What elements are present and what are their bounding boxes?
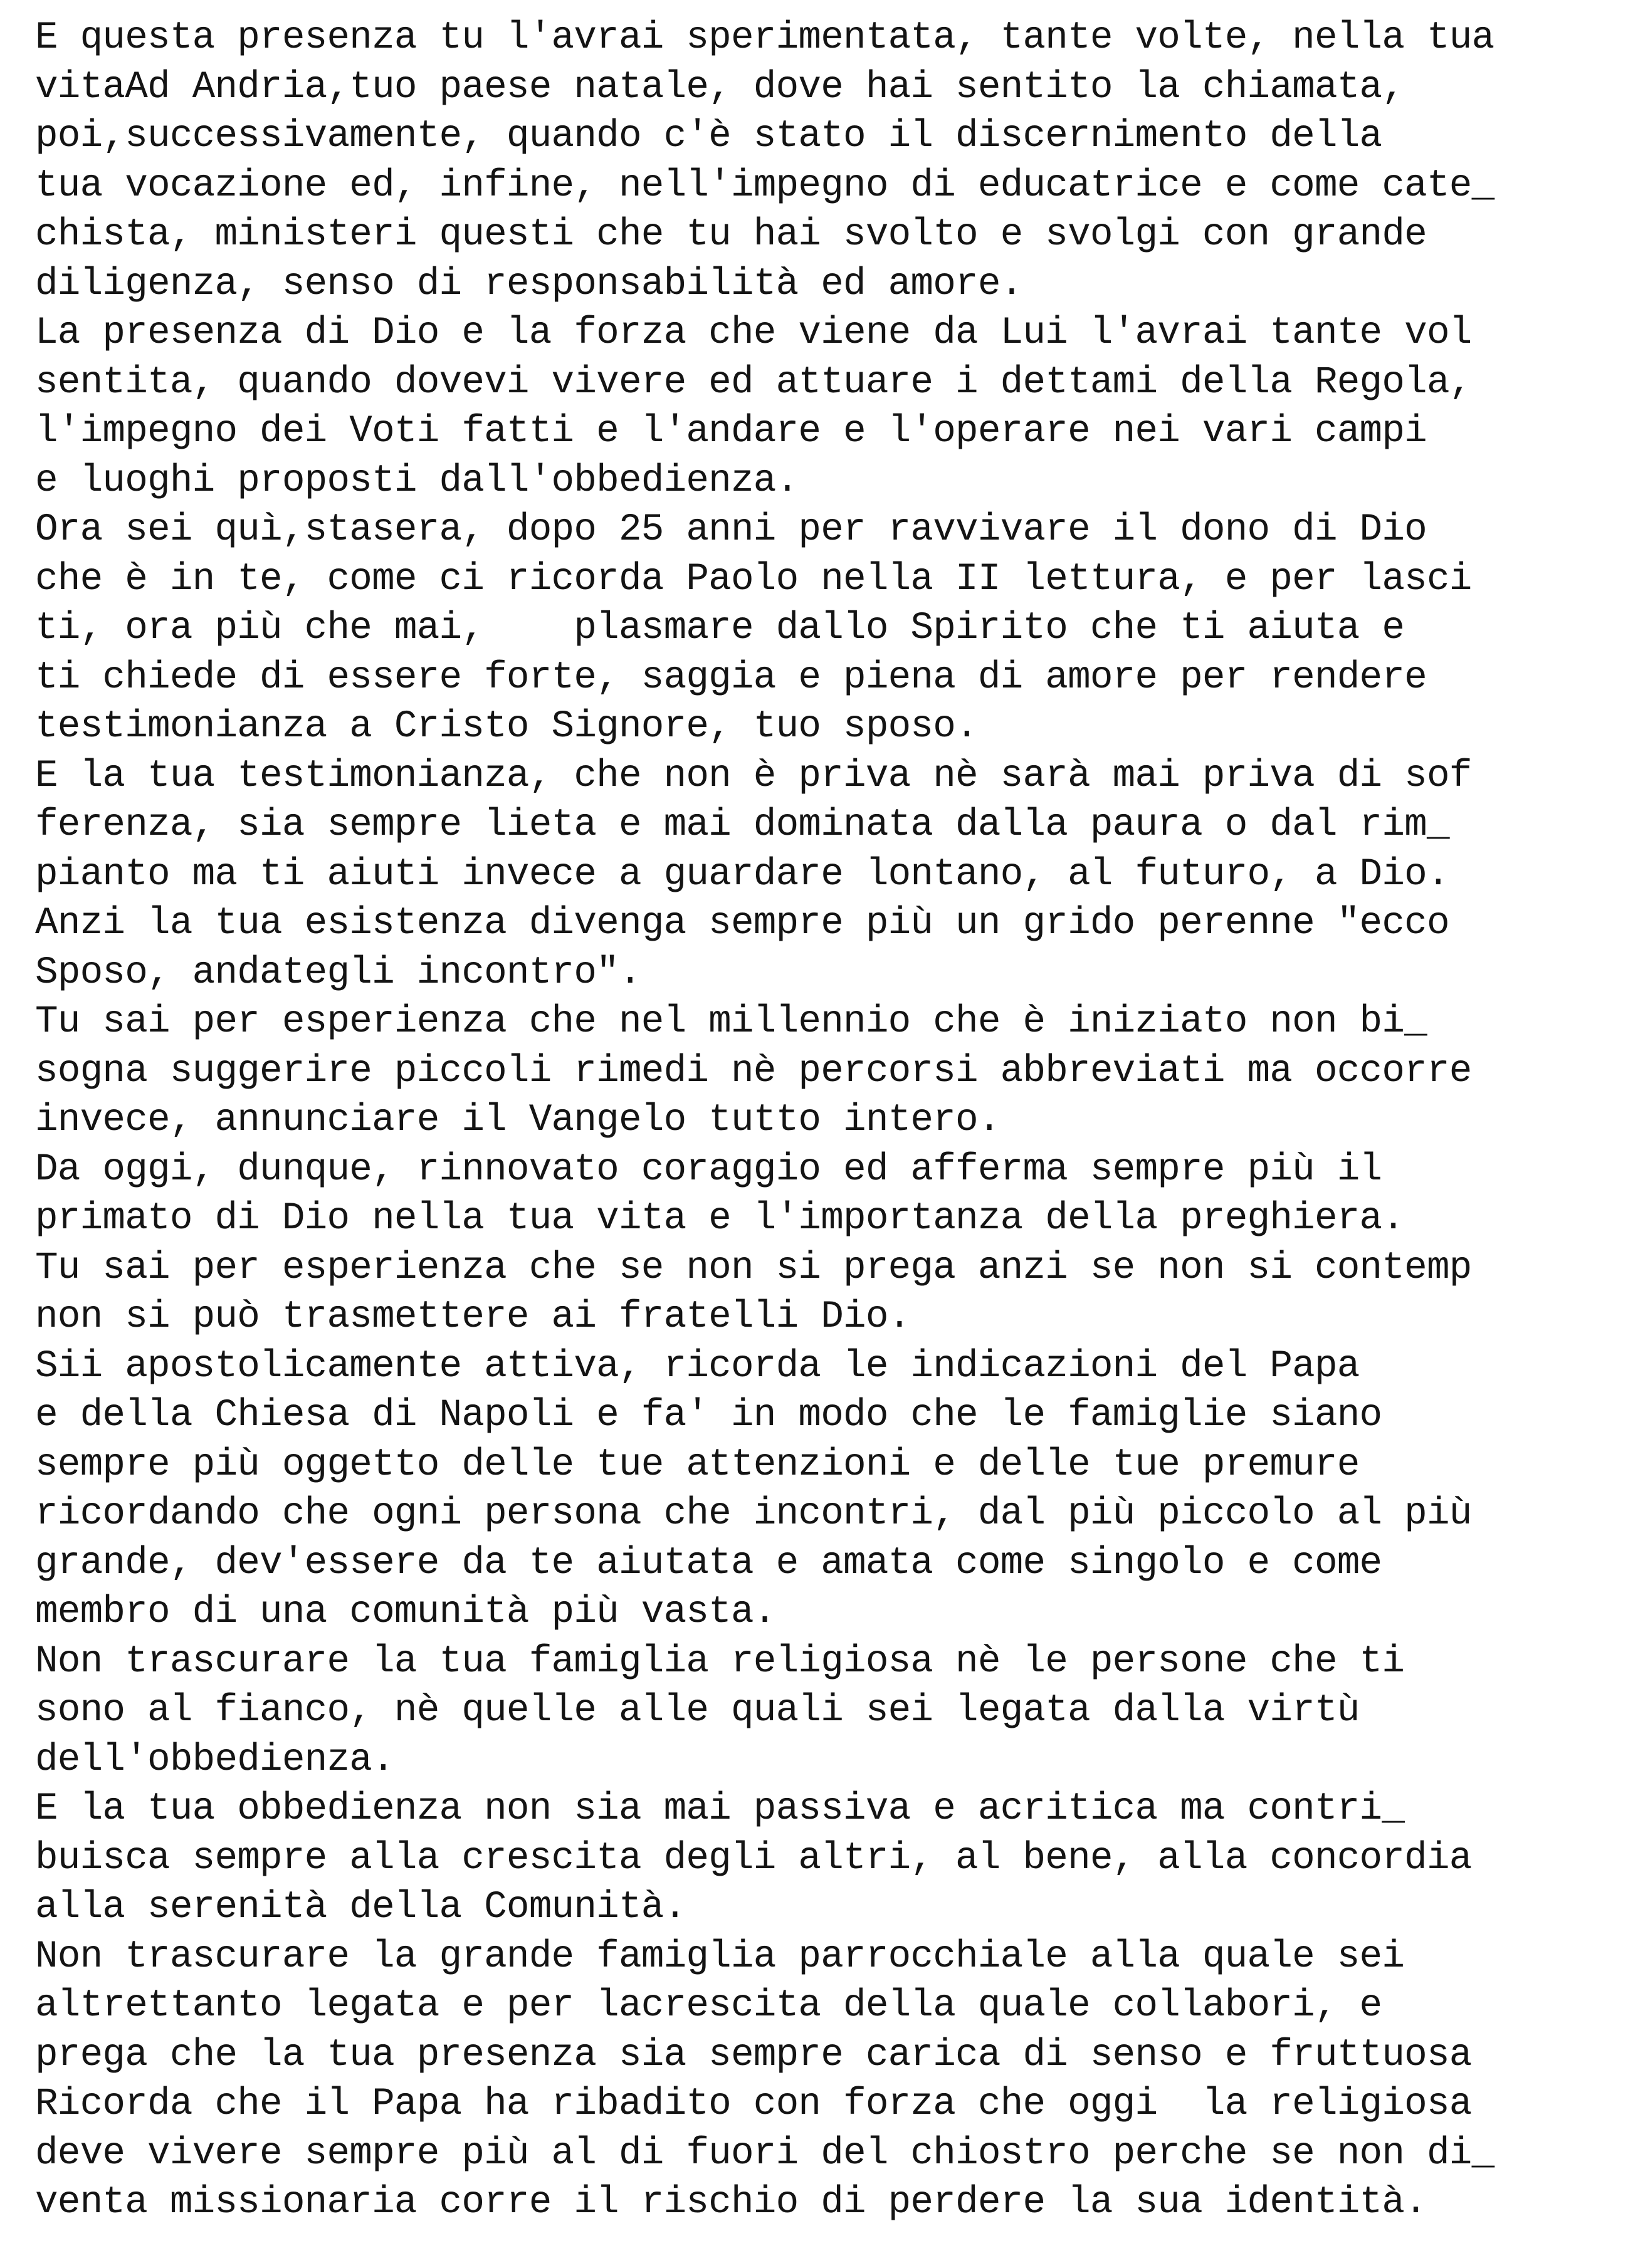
- text-line: l'impegno dei Voti fatti e l'andare e l'operare nei vari campi: [35, 410, 1427, 453]
- text-line: Ricorda che il Papa ha ribadito con forza che oggi la religiosa: [35, 2082, 1472, 2126]
- text-line: Ora sei quì,stasera, dopo 25 anni per ravvivare il dono di Dio: [35, 508, 1427, 551]
- text-line: vitaAd Andria,tuo paese natale, dove hai sentito la chiamata,: [35, 65, 1405, 109]
- text-line: chista, ministeri questi che tu hai svolto e svolgi con grande: [35, 213, 1427, 256]
- text-line: non si può trasmettere ai fratelli Dio.: [35, 1295, 911, 1339]
- text-line: pianto ma ti aiuti invece a guardare lontano, al futuro, a Dio.: [35, 852, 1449, 896]
- text-line: invece, annunciare il Vangelo tutto intero.: [35, 1099, 1000, 1142]
- text-line: Sposo, andategli incontro".: [35, 951, 641, 995]
- text-line: testimonianza a Cristo Signore, tuo sposo.: [35, 705, 978, 748]
- text-line: che è in te, come ci ricorda Paolo nella II lettura, e per lasci: [35, 557, 1472, 601]
- text-line: Tu sai per esperienza che se non si prega anzi se non si contemp: [35, 1246, 1472, 1290]
- text-line: primato di Dio nella tua vita e l'importanza della preghiera.: [35, 1197, 1405, 1240]
- text-line: dell'obbedienza.: [35, 1738, 394, 1782]
- text-line: Non trascurare la tua famiglia religiosa nè le persone che ti: [35, 1639, 1405, 1683]
- text-line: Da oggi, dunque, rinnovato coraggio ed afferma sempre più il: [35, 1147, 1382, 1191]
- text-line: e luoghi proposti dall'obbedienza.: [35, 459, 799, 503]
- text-line: ricordando che ogni persona che incontri, dal più piccolo al più: [35, 1492, 1472, 1535]
- text-line: E la tua testimonianza, che non è priva nè sarà mai priva di sof: [35, 754, 1472, 798]
- text-line: tua vocazione ed, infine, nell'impegno di educatrice e come cate_: [35, 164, 1494, 207]
- text-line: E questa presenza tu l'avrai sperimentata, tante volte, nella tua: [35, 16, 1494, 60]
- text-line: ti, ora più che mai, plasmare dallo Spirito che ti aiuta e: [35, 607, 1405, 650]
- text-line: diligenza, senso di responsabilità ed amore.: [35, 262, 1023, 306]
- text-line: membro di una comunità più vasta.: [35, 1591, 776, 1634]
- text-line: venta missionaria corre il rischio di perdere la sua identità.: [35, 2181, 1427, 2224]
- text-line: sono al fianco, nè quelle alle quali sei legata dalla virtù: [35, 1689, 1360, 1732]
- text-line: altrettanto legata e per lacrescita della quale collabori, e: [35, 1984, 1382, 2027]
- text-line: e della Chiesa di Napoli e fa' in modo che le famiglie siano: [35, 1394, 1382, 1437]
- text-line: poi,successivamente, quando c'è stato il discernimento della: [35, 115, 1382, 158]
- text-line: sempre più oggetto delle tue attenzioni e delle tue premure: [35, 1443, 1360, 1487]
- text-line: La presenza di Dio e la forza che viene da Lui l'avrai tante vol: [35, 311, 1472, 355]
- text-line: prega che la tua presenza sia sempre carica di senso e fruttuosa: [35, 2033, 1472, 2077]
- text-line: Tu sai per esperienza che nel millennio che è iniziato non bi_: [35, 1000, 1427, 1043]
- text-line: alla serenità della Comunità.: [35, 1886, 686, 1929]
- text-line: ti chiede di essere forte, saggia e piena di amore per rendere: [35, 656, 1427, 699]
- text-line: buisca sempre alla crescita degli altri, al bene, alla concordia: [35, 1836, 1472, 1880]
- text-line: ferenza, sia sempre lieta e mai dominata dalla paura o dal rim_: [35, 803, 1449, 847]
- text-line: deve vivere sempre più al di fuori del chiostro perche se non di_: [35, 2131, 1494, 2175]
- text-line: sogna suggerire piccoli rimedi nè percorsi abbreviati ma occorre: [35, 1049, 1472, 1093]
- text-line: sentita, quando dovevi vivere ed attuare i dettami della Regola,: [35, 360, 1472, 404]
- text-line: Non trascurare la grande famiglia parrocchiale alla quale sei: [35, 1935, 1405, 1978]
- typewritten-text: [35, 14, 1628, 2228]
- text-line: E la tua obbedienza non sia mai passiva e acritica ma contri_: [35, 1787, 1405, 1831]
- text-line: grande, dev'essere da te aiutata e amata come singolo e come: [35, 1541, 1382, 1585]
- text-line: Sii apostolicamente attiva, ricorda le indicazioni del Papa: [35, 1344, 1360, 1388]
- text-line: Anzi la tua esistenza divenga sempre più un grido perenne "ecco: [35, 902, 1449, 945]
